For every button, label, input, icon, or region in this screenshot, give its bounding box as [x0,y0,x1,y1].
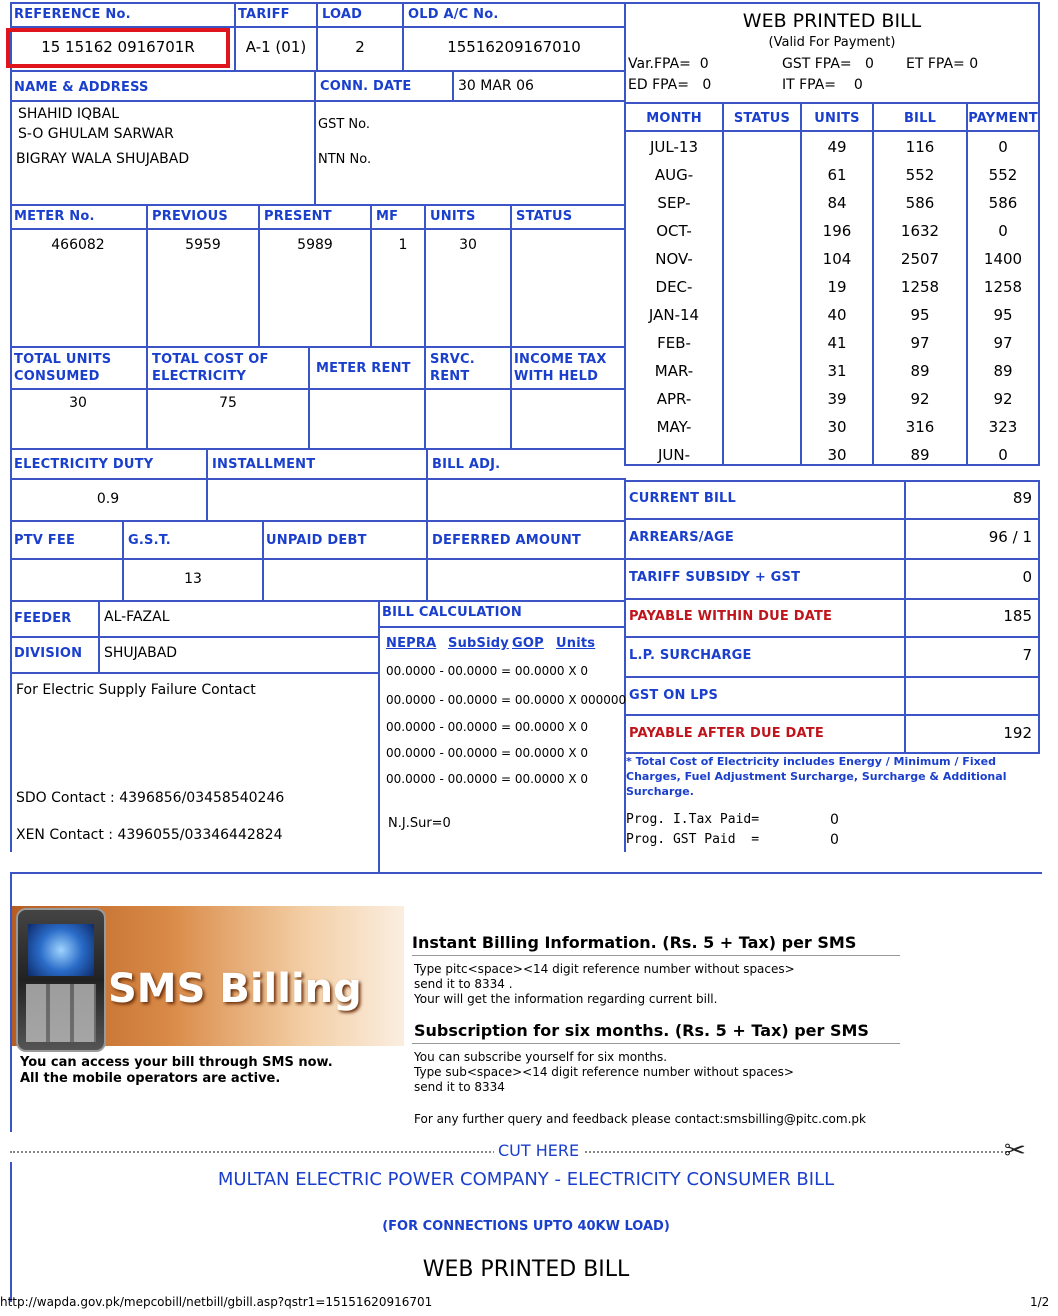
history-row [626,274,1038,302]
lp-surcharge-value: 7 [1022,646,1032,664]
var-fpa: Var.FPA= 0 [628,56,709,72]
history-bill: 1632 [900,222,940,240]
units-label: UNITS [430,209,476,224]
history-row [626,218,1038,246]
instant-line1: Type pitc<space><14 digit reference number without spaces> [414,962,795,976]
history-month: APR- [656,390,692,408]
tariff-label: TARIFF [238,7,290,22]
history-units: 40 [827,306,847,324]
previous-value: 5959 [185,237,221,253]
history-bill: 2507 [900,250,940,268]
payable-after-value: 192 [1003,724,1032,742]
calc-col-nepra: NEPRA [386,636,437,651]
ed-fpa: ED FPA= 0 [628,77,712,93]
history-bill: 89 [910,446,930,464]
calc-col-units: Units [556,636,596,651]
history-month: JUN- [657,446,691,464]
instant-line2: send it to 8334 . [414,977,513,991]
company-title: MULTAN ELECTRIC POWER COMPANY - ELECTRICITY CONSUMER BILL [217,1169,835,1190]
tariff-value: A-1 (01) [245,38,307,56]
history-payment: 0 [998,222,1008,240]
mobile-phone-icon [16,908,106,1052]
history-bill: 116 [905,138,935,156]
subscription-title: Subscription for six months. (Rs. 5 + Tax) per SMS [414,1021,869,1040]
history-row [626,386,1038,414]
history-row [626,414,1038,442]
page-url[interactable]: http://wapda.gov.pk/mepcobill/netbill/gbill.asp?qstr1=15151620916701 [0,1295,433,1309]
phone-screen [28,924,94,976]
history-payment: 552 [988,166,1018,184]
units-value: 30 [459,237,477,253]
history-units: 19 [827,278,847,296]
history-payment: 89 [993,362,1013,380]
electricity-duty-value: 0.9 [96,491,120,507]
payable-within-value: 185 [1003,607,1032,625]
history-bill: 586 [905,194,935,212]
history-bill: 552 [905,166,935,184]
division-value: SHUJABAD [104,645,178,661]
hist-status-header: STATUS [733,111,791,126]
reference-label: REFERENCE No. [14,7,131,22]
arrears-label: ARREARS/AGE [629,530,734,545]
history-bill: 316 [905,418,935,436]
gst-on-lps-label: GST ON LPS [629,688,719,703]
payable-after-label: PAYABLE AFTER DUE DATE [629,726,824,741]
history-payment: 0 [998,446,1008,464]
cost-note: * Total Cost of Electricity includes Energy / Minimum / Fixed Charges, Fuel Adjustment Surcharge, Surcharge & Additional Surcharge. [626,755,1007,798]
srvc-rent-label: SRVC. RENT [430,352,475,384]
hist-units-header: UNITS [814,111,860,126]
load-value: 2 [355,38,365,56]
prog-itax-value: 0 [830,812,839,828]
income-tax-label: INCOME TAX WITH HELD [514,352,607,384]
history-row [626,330,1038,358]
history-month: NOV- [655,250,693,268]
feeder-value: AL-FAZAL [104,609,170,625]
prog-gst-value: 0 [830,832,839,848]
history-units: 41 [827,334,847,352]
consumer-address: BIGRAY WALA SHUJABAD [16,151,190,167]
name-address-label: NAME & ADDRESS [14,80,149,95]
prog-gst-label: Prog. GST Paid = [626,832,760,847]
gst-label: G.S.T. [128,533,171,548]
history-payment: 586 [988,194,1018,212]
tariff-subsidy-label: TARIFF SUBSIDY + GST [629,570,801,585]
current-bill-label: CURRENT BILL [629,491,736,506]
division-label: DIVISION [14,646,83,661]
history-month: JAN-14 [648,306,700,324]
calc-row: 00.0000 - 00.0000 = 00.0000 X 0 [386,664,588,678]
history-payment: 97 [993,334,1013,352]
page-number: 1/2 [1030,1295,1050,1309]
meter-rent-label: METER RENT [316,361,411,376]
electricity-duty-label: ELECTRICITY DUTY [14,457,154,472]
gst-value: 13 [184,571,202,587]
total-units-label: TOTAL UNITS CONSUMED [14,352,112,384]
installment-label: INSTALLMENT [212,457,316,472]
history-row [626,246,1038,274]
calc-row: 00.0000 - 00.0000 = 00.0000 X 000000 [386,693,627,707]
sms-access-line2: All the mobile operators are active. [20,1071,281,1086]
hist-bill-header: BILL [903,111,937,126]
total-units-value: 30 [69,395,87,411]
sms-access-line1: You can access your bill through SMS now. [20,1055,333,1070]
payable-within-label: PAYABLE WITHIN DUE DATE [629,609,833,624]
previous-label: PREVIOUS [152,209,228,224]
history-units: 84 [827,194,847,212]
tariff-subsidy-value: 0 [1022,568,1032,586]
history-payment: 0 [998,138,1008,156]
it-fpa: IT FPA= 0 [782,77,863,93]
mf-label: MF [376,209,399,224]
calc-col-subsidy: SubSidy [448,636,509,651]
history-bill: 92 [910,390,930,408]
history-bill: 1258 [900,278,940,296]
sub-line1: You can subscribe yourself for six months. [414,1050,668,1064]
history-payment: 1400 [983,250,1023,268]
web-bill-title: WEB PRINTED BILL [742,10,922,32]
nj-surcharge: N.J.Sur=0 [388,816,451,831]
history-row [626,162,1038,190]
unpaid-debt-label: UNPAID DEBT [266,533,367,548]
conn-date-label: CONN. DATE [320,79,412,94]
history-row [626,358,1038,386]
gst-no-label: GST No. [318,117,370,132]
calc-row: 00.0000 - 00.0000 = 00.0000 X 0 [386,772,588,786]
present-value: 5989 [297,237,333,253]
gst-fpa: GST FPA= 0 [782,56,874,72]
history-row [626,134,1038,162]
sdo-contact: SDO Contact : 4396856/03458540246 [16,790,285,806]
calc-row: 00.0000 - 00.0000 = 00.0000 X 0 [386,746,588,760]
present-label: PRESENT [264,209,332,224]
reference-value: 15 15162 0916701R [41,38,195,56]
cut-here-label: CUT HERE [494,1141,583,1160]
history-units: 104 [822,250,852,268]
history-row [626,190,1038,218]
feeder-label: FEEDER [14,611,72,626]
scissors-icon: ✂ [1004,1136,1026,1166]
et-fpa: ET FPA= 0 [906,56,979,72]
history-units: 30 [827,446,847,464]
bill-adj-label: BILL ADJ. [432,457,501,472]
calc-row: 00.0000 - 00.0000 = 00.0000 X 0 [386,720,588,734]
xen-contact: XEN Contact : 4396055/03346442824 [16,827,283,843]
old-ac-value: 15516209167010 [447,38,581,56]
history-payment: 1258 [983,278,1023,296]
sms-billing-title: SMS Billing [108,966,362,1012]
hist-month-header: MONTH [646,111,702,126]
sub-line2: Type sub<space><14 digit reference number without spaces> [414,1065,794,1079]
total-cost-label: TOTAL COST OF ELECTRICITY [152,352,269,384]
history-month: MAY- [656,418,692,436]
history-row [626,302,1038,330]
history-month: OCT- [656,222,692,240]
history-units: 31 [827,362,847,380]
status-label: STATUS [516,209,573,224]
history-payment: 92 [993,390,1013,408]
calc-col-gop: GOP [512,636,544,651]
history-month: AUG- [654,166,694,184]
history-payment: 323 [988,418,1018,436]
footer-web-printed: WEB PRINTED BILL [422,1257,630,1282]
bill-calc-title: BILL CALCULATION [382,605,522,620]
history-bill: 89 [910,362,930,380]
history-row [626,442,1038,470]
deferred-amount-label: DEFERRED AMOUNT [432,533,582,548]
meter-no-value: 466082 [51,237,105,253]
history-month: JUL-13 [650,138,698,156]
consumer-name: SHAHID IQBAL [18,106,120,122]
history-month: MAR- [654,362,694,380]
prog-itax-label: Prog. I.Tax Paid= [626,812,760,827]
history-units: 49 [827,138,847,156]
history-month: FEB- [657,334,691,352]
sub-line3: send it to 8334 [414,1080,505,1094]
hist-payment-header: PAYMENT [968,111,1038,126]
history-month: SEP- [657,194,691,212]
history-units: 39 [827,390,847,408]
failure-contact-text: For Electric Supply Failure Contact [16,682,256,698]
history-month: DEC- [655,278,693,296]
phone-keypad [26,984,96,1042]
meter-no-label: METER No. [14,209,95,224]
history-units: 30 [827,418,847,436]
sms-contact: For any further query and feedback please contact:smsbilling@pitc.com.pk [414,1112,866,1126]
instant-billing-title: Instant Billing Information. (Rs. 5 + Tax) per SMS [412,933,857,952]
history-payment: 95 [993,306,1013,324]
history-units: 196 [822,222,852,240]
history-bill: 97 [910,334,930,352]
conn-date-value: 30 MAR 06 [458,78,534,94]
valid-note: (Valid For Payment) [768,35,896,50]
ptv-fee-label: PTV FEE [14,533,76,548]
old-ac-label: OLD A/C No. [408,7,499,22]
history-bill: 95 [910,306,930,324]
total-cost-value: 75 [219,395,237,411]
arrears-value: 96 / 1 [988,528,1032,546]
history-units: 61 [827,166,847,184]
mf-value: 1 [398,237,408,253]
connections-note: (FOR CONNECTIONS UPTO 40KW LOAD) [382,1219,670,1234]
lp-surcharge-label: L.P. SURCHARGE [629,648,752,663]
consumer-so: S-O GHULAM SARWAR [18,126,174,142]
ntn-no-label: NTN No. [318,152,372,167]
instant-line3: Your will get the information regarding current bill. [414,992,718,1006]
load-label: LOAD [322,7,363,22]
current-bill-value: 89 [1012,489,1032,507]
